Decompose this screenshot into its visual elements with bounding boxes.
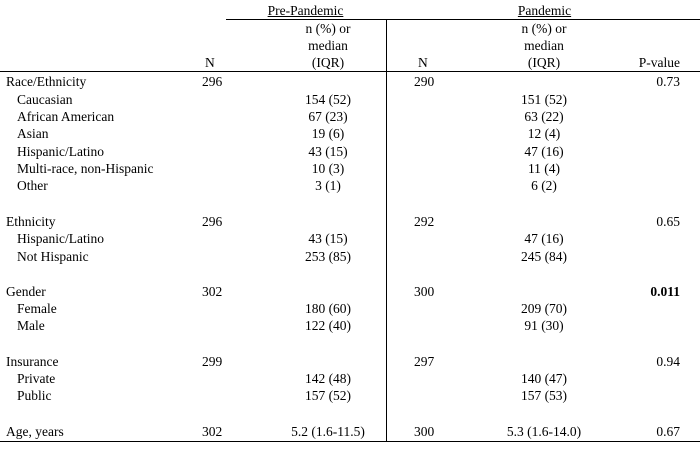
pan-value: 209 (70) bbox=[520, 301, 568, 316]
pre-stat-header-line3: (IQR) bbox=[311, 55, 345, 70]
p-value-header: P-value bbox=[638, 55, 680, 70]
pre-value: 5.2 (1.6-11.5) bbox=[291, 424, 365, 439]
table-row bbox=[0, 248, 700, 265]
pan-value: 6 (2) bbox=[531, 178, 557, 193]
row-label: Public bbox=[17, 388, 52, 403]
row-label: Ethnicity bbox=[6, 214, 56, 229]
row-label: Not Hispanic bbox=[17, 249, 89, 264]
row-label: Asian bbox=[17, 126, 49, 141]
pan-value: 63 (22) bbox=[524, 109, 564, 124]
row-label: Other bbox=[17, 178, 48, 193]
pre-n: 302 bbox=[202, 424, 223, 439]
pre-value: 67 (23) bbox=[308, 109, 348, 124]
pan-value: 47 (16) bbox=[524, 231, 564, 246]
pan-n: 300 bbox=[414, 424, 435, 439]
pre-value: 19 (6) bbox=[311, 126, 345, 141]
row-label: Multi-race, non-Hispanic bbox=[17, 161, 154, 176]
row-label: Insurance bbox=[6, 354, 59, 369]
row-label: Gender bbox=[6, 284, 46, 299]
row-label: Hispanic/Latino bbox=[17, 231, 104, 246]
row-label: African American bbox=[17, 109, 115, 124]
table-row bbox=[0, 230, 700, 247]
pan-stat-header-line3: (IQR) bbox=[527, 55, 561, 70]
pre-value: 10 (3) bbox=[311, 161, 345, 176]
pre-value: 142 (48) bbox=[304, 371, 352, 386]
table-row bbox=[0, 160, 700, 177]
p-value: 0.94 bbox=[656, 354, 680, 369]
pan-n: 297 bbox=[414, 354, 435, 369]
race-ethnicity-row bbox=[0, 73, 700, 90]
table-row bbox=[0, 91, 700, 108]
table-row bbox=[0, 300, 700, 317]
pre-n: 296 bbox=[202, 214, 223, 229]
pre-value: 122 (40) bbox=[304, 318, 352, 333]
row-label: Male bbox=[17, 318, 45, 333]
table-row bbox=[0, 370, 700, 387]
table-row bbox=[0, 143, 700, 160]
table-row bbox=[0, 177, 700, 194]
pan-value: 47 (16) bbox=[524, 144, 564, 159]
pan-value: 11 (4) bbox=[527, 161, 561, 176]
row-label: Race/Ethnicity bbox=[6, 74, 87, 89]
pan-value: 12 (4) bbox=[527, 126, 561, 141]
ethnicity-row bbox=[0, 213, 700, 230]
p-value: 0.73 bbox=[656, 74, 680, 89]
pre-value: 43 (15) bbox=[308, 144, 348, 159]
pan-stat-header-line2: median bbox=[524, 38, 564, 53]
pan-n: 292 bbox=[414, 214, 435, 229]
pre-value: 43 (15) bbox=[308, 231, 348, 246]
age-row bbox=[0, 423, 700, 440]
row-label: Private bbox=[17, 371, 56, 386]
pan-n: 290 bbox=[414, 74, 435, 89]
pre-value: 154 (52) bbox=[304, 92, 352, 107]
pan-value: 151 (52) bbox=[520, 92, 568, 107]
pan-n: 300 bbox=[414, 284, 435, 299]
row-label: Caucasian bbox=[17, 92, 73, 107]
pre-value: 157 (52) bbox=[304, 388, 352, 403]
table-row bbox=[0, 317, 700, 334]
insurance-row bbox=[0, 353, 700, 370]
table-row bbox=[0, 125, 700, 142]
pan-value: 140 (47) bbox=[520, 371, 568, 386]
pre-value: 253 (85) bbox=[304, 249, 352, 264]
pre-n: 299 bbox=[202, 354, 223, 369]
pan-stat-header-line1: n (%) or bbox=[521, 21, 567, 36]
pan-n-header: N bbox=[418, 55, 428, 70]
table-row bbox=[0, 387, 700, 404]
pre-value: 180 (60) bbox=[304, 301, 352, 316]
row-label: Age, years bbox=[6, 424, 64, 439]
header-pandemic: Pandemic bbox=[517, 3, 572, 18]
pan-value: 91 (30) bbox=[524, 318, 564, 333]
pre-n-header: N bbox=[205, 55, 215, 70]
pre-value: 3 (1) bbox=[315, 178, 341, 193]
gender-row bbox=[0, 283, 700, 300]
p-value: 0.67 bbox=[656, 424, 680, 439]
p-value-significant: 0.011 bbox=[650, 284, 680, 299]
pre-stat-header-line1: n (%) or bbox=[305, 21, 351, 36]
pre-n: 296 bbox=[202, 74, 223, 89]
pre-n: 302 bbox=[202, 284, 223, 299]
pan-value: 245 (84) bbox=[520, 249, 568, 264]
table-row bbox=[0, 108, 700, 125]
pre-stat-header-line2: median bbox=[308, 38, 348, 53]
row-label: Hispanic/Latino bbox=[17, 144, 104, 159]
pan-value: 5.3 (1.6-14.0) bbox=[506, 424, 582, 439]
p-value: 0.65 bbox=[656, 214, 680, 229]
table-bottom-rule bbox=[0, 441, 700, 442]
row-label: Female bbox=[17, 301, 57, 316]
header-pre-pandemic: Pre-Pandemic bbox=[267, 3, 344, 18]
pan-value: 157 (53) bbox=[520, 388, 568, 403]
header-bottom-rule bbox=[0, 71, 700, 72]
